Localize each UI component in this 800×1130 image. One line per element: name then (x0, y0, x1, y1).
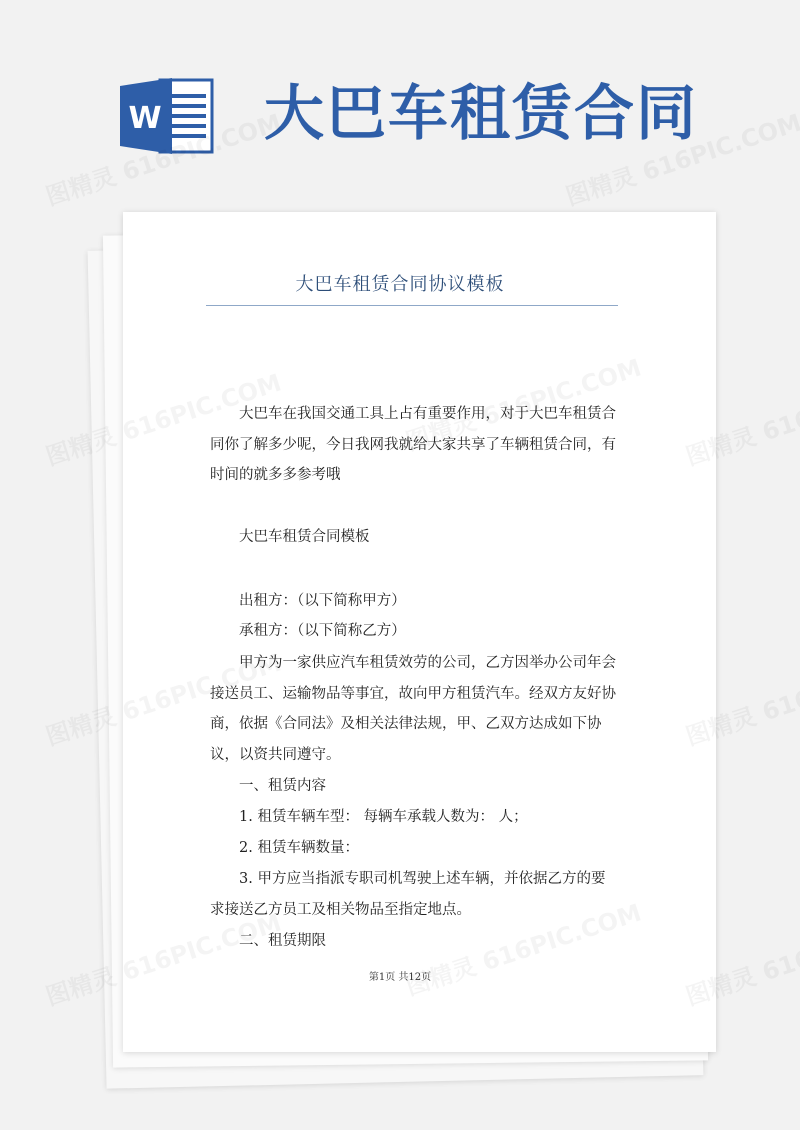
paragraph-intro: 大巴车在我国交通工具上占有重要作用，对于大巴车租赁合同你了解多少呢，今日我网我就给大家共享了车辆租赁合同，有时间的就多多参考哦 (210, 406, 616, 483)
title-divider (206, 305, 618, 306)
page-footer: 第1页 共12页 (368, 972, 432, 983)
section-heading: 二、租赁期限 (239, 933, 326, 949)
document-title: 大巴车租赁合同协议模板 (295, 274, 505, 295)
paragraph-heading: 大巴车租赁合同模板 (239, 529, 370, 545)
clause-item: 2. 租赁车辆数量： (239, 840, 359, 856)
clause-item: 3. 甲方应当指派专职司机驾驶上述车辆，并依据乙方的要求接送乙方员工及相关物品至指定地点。 (210, 871, 606, 918)
clause-item: 1. 租赁车辆车型： 每辆车承载人数为： 人； (239, 809, 528, 825)
paragraph-preamble: 甲方为一家供应汽车租赁效劳的公司，乙方因举办公司年会接送员工、运输物品等事宜，故向甲方租赁汽车。经双方友好协商，依据《合同法》及相关法律法规，甲、乙双方达成如下协议，以资共同遵守。 (210, 655, 616, 763)
paragraph-lessee: 承租方：（以下简称乙方） (239, 623, 406, 639)
section-heading: 一、租赁内容 (239, 778, 326, 794)
word-icon-letter: W (128, 101, 162, 136)
paragraph-lessor: 出租方：（以下简称甲方） (239, 593, 406, 609)
header-title: 大巴车租赁合同 (264, 79, 698, 149)
